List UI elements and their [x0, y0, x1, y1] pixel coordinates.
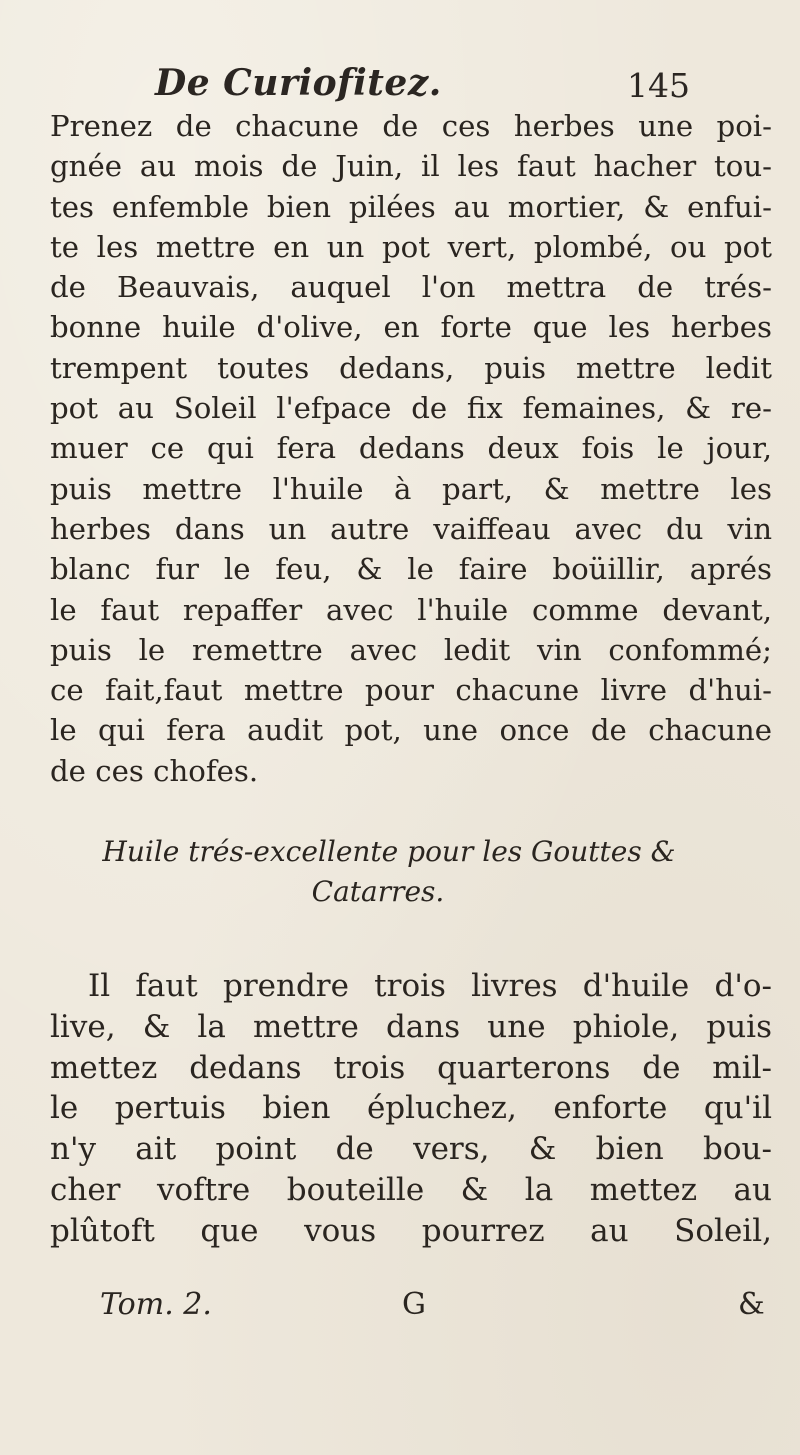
page-footer: [0, 1287, 800, 1327]
text-line: te les mettre en un pot vert, plombé, ou pot: [50, 229, 772, 264]
text-line: blanc fur le feu, & le faire boüillir, aprés: [50, 552, 772, 587]
text-line: de ces chofes.: [50, 753, 259, 788]
paragraph-recipe-instructions: [50, 966, 772, 1252]
text-line: trempent toutes dedans, puis mettre ledit: [50, 350, 772, 385]
text-line: le qui fera audit pot, une once de chacune: [50, 713, 772, 748]
recipe-heading: [0, 832, 800, 912]
text-line: le pertuis bien épluchez, enforte qu'il: [50, 1090, 772, 1127]
running-title: De Curiofitez.: [155, 62, 442, 104]
text-line: herbes dans un autre vaiffeau avec du vin: [50, 511, 772, 546]
running-head: [150, 62, 690, 112]
text-line: n'y ait point de vers, & bien bou-: [50, 1131, 772, 1168]
text-line: bonne huile d'olive, en forte que les herbes: [50, 310, 772, 345]
text-line: live, & la mettre dans une phiole, puis: [50, 1008, 772, 1045]
text-line: puis le remettre avec ledit vin confommé;: [50, 632, 772, 667]
catchword: &: [738, 1287, 765, 1322]
text-line: plûtoft que vous pourrez au Soleil,: [50, 1212, 772, 1249]
text-line: cher voftre bouteille & la mettez au: [50, 1171, 772, 1208]
text-line: gnée au mois de Juin, il les faut hacher tou-: [50, 149, 772, 184]
text-line: Prenez de chacune de ces herbes une poi-: [50, 109, 772, 143]
text-line: puis mettre l'huile à part, & mettre les: [50, 471, 772, 506]
text-line: tes enfemble bien pilées au mortier, & enfui-: [50, 189, 772, 224]
recipe-heading-line-1: Huile trés-excellente pour les Gouttes &: [102, 835, 676, 868]
text-line: pot au Soleil l'efpace de fix femaines, & re-: [50, 391, 772, 426]
text-line: Il faut prendre trois livres d'huile d'o-: [88, 968, 772, 1004]
text-line: muer ce qui fera dedans deux fois le jour,: [50, 431, 772, 466]
recipe-heading-line-2: Catarres.: [311, 875, 445, 908]
paragraph-recipe-continuation: [50, 106, 772, 791]
page-number: 145: [627, 66, 690, 105]
text-line: de Beauvais, auquel l'on mettra de trés-: [50, 270, 772, 305]
text-line: mettez dedans trois quarterons de mil-: [50, 1049, 772, 1086]
signature-letter: G: [402, 1287, 426, 1322]
volume-signature: Tom. 2.: [100, 1287, 212, 1322]
text-line: ce fait,faut mettre pour chacune livre d'hui-: [50, 673, 772, 708]
text-line: le faut repaffer avec l'huile comme devant,: [50, 592, 772, 627]
